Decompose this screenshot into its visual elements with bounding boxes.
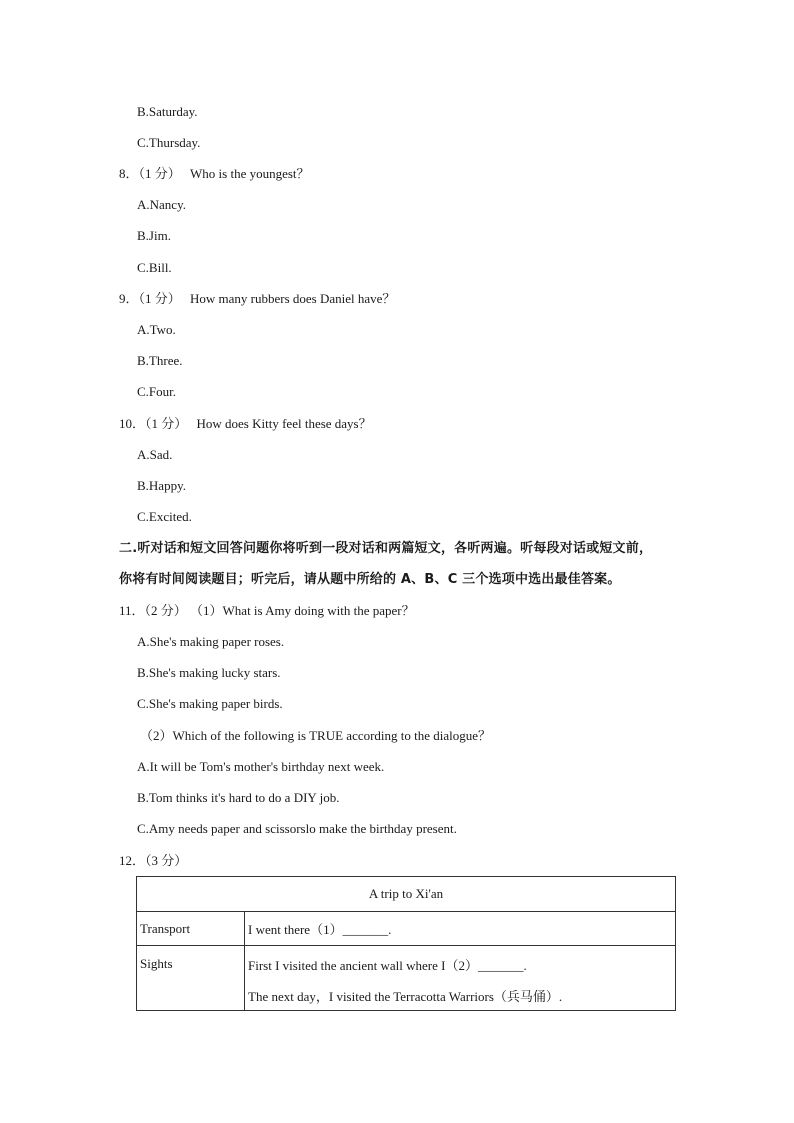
q7-option-c: C.Thursday. — [137, 135, 201, 150]
q10-option-a: A.Sad. — [137, 447, 173, 462]
table-row — [137, 912, 676, 946]
question-9 — [119, 291, 395, 307]
question-10 — [119, 416, 372, 432]
question-11 — [119, 603, 415, 619]
q7-option-b: B.Saturday. — [137, 104, 198, 119]
question-11-part-1-text: （1）What is Amy doing with the paper？ — [190, 603, 415, 618]
q11-1-option-a: A.She's making paper roses. — [137, 634, 285, 649]
q9-option-a: A.Two. — [137, 322, 176, 337]
question-8-number: 8．（1 分） — [119, 166, 181, 181]
q8-option-b: B.Jim. — [137, 228, 171, 243]
trip-table-header-row — [137, 877, 676, 912]
q11-1-option-b: B.She's making lucky stars. — [137, 665, 281, 680]
sights-line-1: First I visited the ancient wall where I（2）_______. — [248, 958, 527, 973]
q9-option-c: C.Four. — [137, 384, 177, 399]
question-11-part-2-text: （2）Which of the following is TRUE according to the dialogue？ — [140, 728, 492, 743]
q11-2-option-c: C.Amy needs paper and scissorslo make the birthday present. — [137, 821, 457, 836]
question-8-text: Who is the youngest？ — [190, 166, 310, 181]
q11-2-option-a: A.It will be Tom's mother's birthday next week. — [137, 759, 385, 774]
q9-option-b: B.Three. — [137, 353, 183, 368]
trip-table-title: A trip to Xi'an — [137, 877, 676, 912]
question-11-number: 11．（2 分） — [119, 603, 187, 618]
question-8 — [119, 166, 310, 182]
question-10-number: 10．（1 分） — [119, 416, 188, 431]
trip-table — [136, 876, 676, 1011]
question-12-number: 12．（3 分） — [119, 853, 188, 868]
q10-option-b: B.Happy. — [137, 478, 186, 493]
section-2-instructions-line-1: 二.听对话和短文回答问题你将听到一段对话和两篇短文，各听两遍。听每段对话或短文前， — [119, 541, 653, 556]
question-9-number: 9．（1 分） — [119, 291, 181, 306]
sights-cell — [245, 946, 676, 1011]
sights-line-2: The next day，I visited the Terracotta Warriors（兵马俑）. — [248, 989, 563, 1004]
question-9-text: How many rubbers does Daniel have？ — [190, 291, 396, 306]
q11-2-option-b: B.Tom thinks it's hard to do a DIY job. — [137, 790, 340, 805]
transport-answer: I went there（1）_______. — [245, 912, 676, 946]
table-row — [137, 946, 676, 1011]
section-2-instructions-line-2: 你将有时间阅读题目；听完后，请从题中所给的 A、B、C 三个选项中选出最佳答案。 — [119, 572, 621, 587]
q8-option-a: A.Nancy. — [137, 197, 186, 212]
q10-option-c: C.Excited. — [137, 509, 192, 524]
q8-option-c: C.Bill. — [137, 260, 172, 275]
transport-label: Transport — [137, 912, 245, 946]
question-10-text: How does Kitty feel these days？ — [196, 416, 372, 431]
sights-label: Sights — [137, 946, 245, 1011]
q11-1-option-c: C.She's making paper birds. — [137, 696, 283, 711]
